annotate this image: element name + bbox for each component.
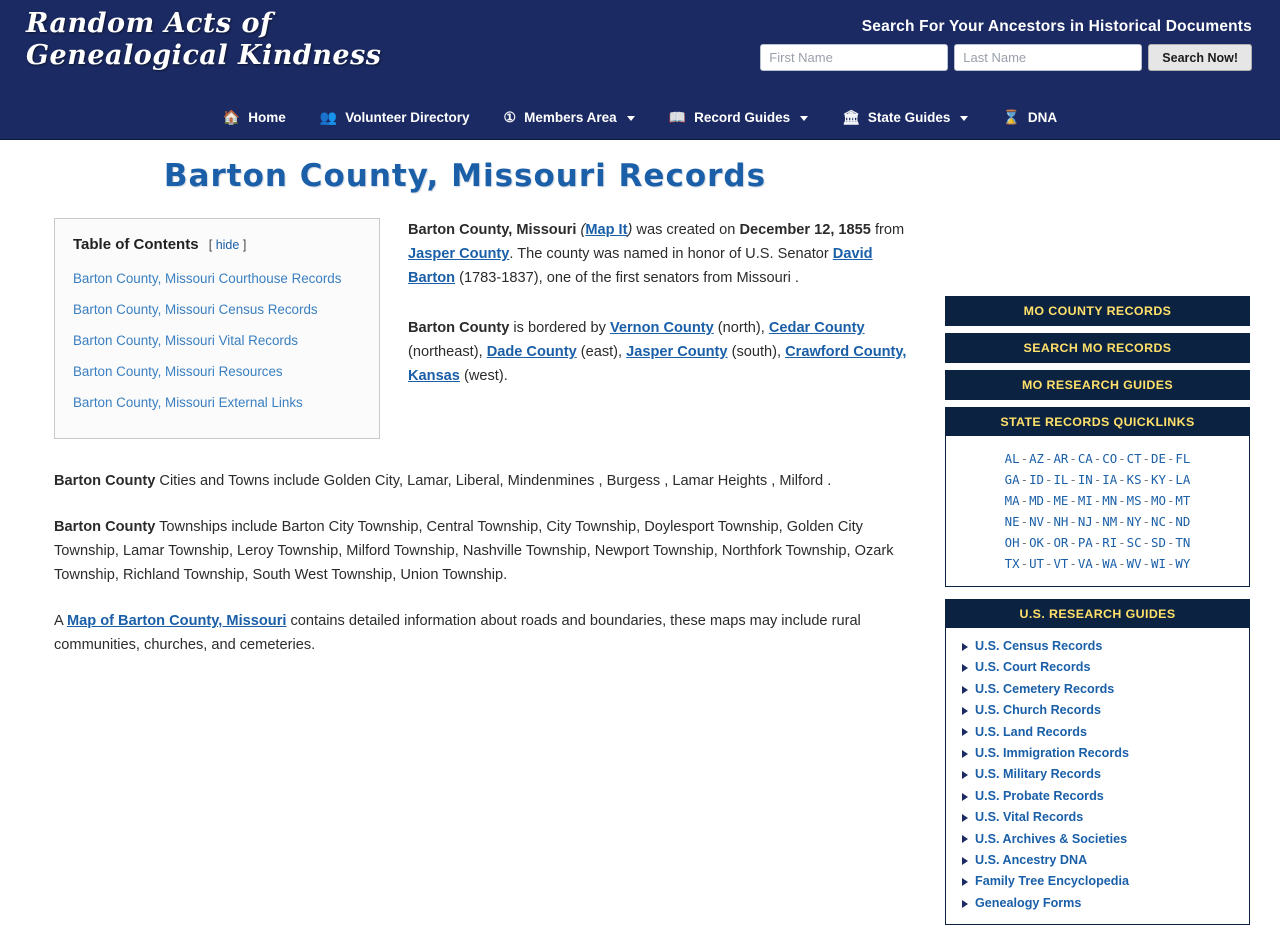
- borders-dir-south: (south),: [727, 344, 786, 360]
- state-link-ar[interactable]: AR: [1053, 451, 1069, 466]
- map-it-paren-open: (: [580, 222, 586, 238]
- state-link-mi[interactable]: MI: [1077, 493, 1093, 508]
- state-link-nc[interactable]: NC: [1151, 514, 1166, 529]
- guide-item-vital-records[interactable]: [962, 807, 1239, 828]
- triangle-right-icon: [962, 707, 968, 715]
- state-link-fl[interactable]: FL: [1175, 451, 1191, 466]
- list-item: [73, 267, 361, 291]
- state-link-me[interactable]: ME: [1053, 493, 1069, 508]
- guide-label: U.S. Probate Records: [975, 788, 1104, 803]
- link-david-barton[interactable]: David Barton: [408, 246, 873, 286]
- page-title: Barton County, Missouri Records: [163, 158, 767, 194]
- state-row: NE-NV-NH-NJ-NM-NY-NC-ND: [1004, 514, 1191, 529]
- state-link-tn[interactable]: TN: [1175, 535, 1191, 550]
- guide-item-land-records[interactable]: [962, 722, 1239, 743]
- nav-item-record-guides[interactable]: [669, 110, 808, 125]
- state-link-ks[interactable]: KS: [1126, 472, 1142, 487]
- guide-item-genealogy-forms[interactable]: [962, 893, 1239, 914]
- search-heading: Search For Your Ancestors in Historical Documents: [861, 18, 1252, 35]
- state-link-ca[interactable]: CA: [1077, 451, 1093, 466]
- state-link-ut[interactable]: UT: [1029, 556, 1044, 571]
- guide-label: U.S. Ancestry DNA: [975, 853, 1088, 868]
- site-header: [0, 0, 1280, 140]
- toc-link-external[interactable]: Barton County, Missouri External Links: [73, 395, 303, 410]
- triangle-right-icon: [962, 771, 968, 779]
- state-link-ny[interactable]: NY: [1126, 514, 1142, 529]
- state-link-az[interactable]: AZ: [1029, 451, 1044, 466]
- state-link-mn[interactable]: MN: [1102, 493, 1118, 508]
- toc-hide-link[interactable]: hide: [215, 238, 240, 252]
- logo-line-2: Genealogical Kindness: [26, 40, 382, 71]
- guide-label: U.S. Archives & Societies: [975, 831, 1128, 846]
- state-link-wy[interactable]: WY: [1175, 556, 1191, 571]
- toc-bracket-open: [: [208, 238, 213, 252]
- townships-text: Townships include Barton City Township, Central Township, City Township, Doylesport Township, Golden City Township, Lamar Township, Leroy Township, Milford Township, Nashville Township, Newport Township, Northfork Township, Ozark Township, Richland Township, South West Township, Union Township.: [54, 519, 894, 583]
- state-link-ma[interactable]: MA: [1004, 493, 1020, 508]
- first-name-input[interactable]: [760, 44, 948, 71]
- state-row: AL-AZ-AR-CA-CO-CT-DE-FL: [1004, 451, 1191, 466]
- triangle-right-icon: [962, 900, 968, 908]
- map-suffix: contains detailed information about roads and boundaries, these maps may include rural communities, churches, and cemeteries.: [54, 613, 861, 653]
- guide-item-probate-records[interactable]: [962, 786, 1239, 807]
- guide-label: U.S. Land Records: [975, 724, 1087, 739]
- triangle-right-icon: [962, 878, 968, 886]
- townships-paragraph: [54, 515, 914, 587]
- map-prefix: A: [54, 613, 67, 629]
- state-link-id[interactable]: ID: [1029, 472, 1044, 487]
- state-link-nv[interactable]: NV: [1029, 514, 1044, 529]
- state-link-ne[interactable]: NE: [1004, 514, 1020, 529]
- guide-label: Family Tree Encyclopedia: [975, 874, 1129, 889]
- nav-item-members-area[interactable]: [504, 110, 635, 125]
- chevron-down-icon: [960, 116, 968, 121]
- state-link-nj[interactable]: NJ: [1077, 514, 1093, 529]
- book-icon: 📖: [668, 109, 687, 125]
- intro-created-date: December 12, 1855: [739, 222, 871, 238]
- state-row: OH-OK-OR-PA-RI-SC-SD-TN: [1004, 535, 1191, 550]
- logo-line-1: Random Acts of: [26, 8, 273, 39]
- list-item: [73, 329, 361, 353]
- dna-icon: ⌛: [1002, 109, 1020, 125]
- link-jasper-county-origin[interactable]: Jasper County: [408, 246, 510, 262]
- state-link-wv[interactable]: WV: [1126, 556, 1142, 571]
- nav-item-state-guides[interactable]: [842, 110, 968, 125]
- intro-lead: Barton County, Missouri: [408, 222, 581, 238]
- state-links-grid: [946, 436, 1249, 586]
- triangle-right-icon: [962, 643, 968, 651]
- home-icon: 🏠: [222, 109, 241, 125]
- chevron-down-icon: [627, 116, 635, 121]
- guide-item-census-records[interactable]: [962, 636, 1239, 657]
- nav-label: DNA: [1027, 109, 1058, 125]
- us-research-guides-title: U.S. RESEARCH GUIDES: [946, 600, 1249, 628]
- state-link-ct[interactable]: CT: [1126, 451, 1142, 466]
- state-link-oh[interactable]: OH: [1004, 535, 1020, 550]
- state-link-de[interactable]: DE: [1151, 451, 1166, 466]
- borders-dir-east: (east),: [576, 344, 627, 360]
- state-link-md[interactable]: MD: [1029, 493, 1044, 508]
- guide-item-family-tree-encyclopedia[interactable]: [962, 871, 1239, 892]
- toc-link-census[interactable]: Barton County, Missouri Census Records: [73, 302, 318, 317]
- state-row: MA-MD-ME-MI-MN-MS-MO-MT: [1004, 493, 1191, 508]
- guide-label: Genealogy Forms: [975, 895, 1082, 910]
- guide-item-military-records[interactable]: [962, 764, 1239, 785]
- chevron-down-icon: [800, 116, 808, 121]
- intro-from-text: from: [870, 222, 905, 238]
- state-link-ms[interactable]: MS: [1126, 493, 1142, 508]
- state-row: TX-UT-VT-VA-WA-WV-WI-WY: [1004, 556, 1191, 571]
- guide-item-immigration-records[interactable]: [962, 743, 1239, 764]
- main-nav: [0, 95, 1280, 139]
- nav-label: Home: [248, 109, 286, 125]
- guide-label: U.S. Military Records: [975, 767, 1101, 782]
- guide-label: U.S. Census Records: [975, 639, 1103, 653]
- nav-label: Members Area: [524, 109, 617, 125]
- triangle-right-icon: [962, 750, 968, 758]
- toc-link-resources[interactable]: Barton County, Missouri Resources: [73, 364, 283, 379]
- state-link-mo[interactable]: MO: [1151, 493, 1166, 508]
- guide-item-court-records[interactable]: [962, 657, 1239, 678]
- state-link-wa[interactable]: WA: [1102, 556, 1118, 571]
- toc-heading: [73, 233, 361, 257]
- guide-item-cemetery-records[interactable]: [962, 679, 1239, 700]
- state-row: GA-ID-IL-IN-IA-KS-KY-LA: [1004, 472, 1191, 487]
- sidebar-bar-mo-research-guides[interactable]: MO RESEARCH GUIDES: [945, 370, 1250, 400]
- triangle-right-icon: [962, 686, 968, 694]
- page-body: [0, 158, 1280, 910]
- borders-dir-north: (north),: [713, 320, 769, 336]
- state-link-nd[interactable]: ND: [1175, 514, 1191, 529]
- state-link-al[interactable]: AL: [1004, 451, 1020, 466]
- state-link-tx[interactable]: TX: [1004, 556, 1020, 571]
- guide-label: U.S. Court Records: [975, 660, 1091, 675]
- state-quicklinks-panel: [945, 407, 1250, 587]
- borders-dir-west: (west).: [459, 368, 508, 384]
- list-item: [73, 360, 361, 384]
- guide-label: U.S. Cemetery Records: [975, 681, 1115, 696]
- nav-item-dna[interactable]: [1002, 110, 1057, 125]
- guide-item-archives-societies[interactable]: [962, 829, 1239, 850]
- nav-label: Volunteer Directory: [345, 109, 470, 125]
- last-name-input[interactable]: [954, 44, 1142, 71]
- state-link-ga[interactable]: GA: [1004, 472, 1020, 487]
- state-link-vt[interactable]: VT: [1053, 556, 1069, 571]
- triangle-right-icon: [962, 793, 968, 801]
- people-icon: 👥: [319, 109, 338, 125]
- triangle-right-icon: [962, 664, 968, 672]
- intro-created-text: was created on: [632, 222, 740, 238]
- us-research-guides-panel: [945, 599, 1250, 925]
- header-search: [632, 18, 1252, 71]
- toc-list: [73, 267, 361, 415]
- state-link-ky[interactable]: KY: [1151, 472, 1166, 487]
- state-link-mt[interactable]: MT: [1175, 493, 1191, 508]
- map-it-link[interactable]: Map It: [585, 222, 628, 238]
- state-link-or[interactable]: OR: [1053, 535, 1069, 550]
- triangle-right-icon: [962, 814, 968, 822]
- triangle-right-icon: [962, 857, 968, 865]
- borders-county: Barton County: [408, 320, 510, 336]
- intro-senator-years: (1783-1837), one of the first senators from Missouri .: [455, 270, 799, 286]
- state-link-pa[interactable]: PA: [1077, 535, 1093, 550]
- state-link-sc[interactable]: SC: [1126, 535, 1142, 550]
- sidebar-bar-mo-county-records[interactable]: MO COUNTY RECORDS: [945, 296, 1250, 326]
- link-vernon-county[interactable]: Vernon County: [609, 320, 714, 336]
- site-logo[interactable]: [26, 8, 381, 72]
- guide-item-ancestry-dna[interactable]: [962, 850, 1239, 871]
- toc-hide-wrap: [209, 238, 247, 252]
- townships-county: Barton County: [54, 519, 156, 535]
- bank-icon: 🏛: [842, 109, 860, 125]
- cities-text: Cities and Towns include Golden City, Lamar, Liberal, Mindenmines , Burgess , Lamar Heights , Milford .: [155, 473, 832, 489]
- sidebar: [945, 296, 1250, 937]
- guide-label: U.S. Church Records: [975, 703, 1101, 718]
- toc-title: Table of Contents: [73, 236, 199, 253]
- cities-county: Barton County: [54, 473, 156, 489]
- state-link-wi[interactable]: WI: [1151, 556, 1166, 571]
- toc-link-courthouse[interactable]: Barton County, Missouri Courthouse Records: [73, 271, 342, 286]
- table-of-contents: [54, 218, 380, 439]
- state-link-nh[interactable]: NH: [1053, 514, 1069, 529]
- nav-item-volunteer-directory[interactable]: [320, 110, 470, 125]
- state-link-in[interactable]: IN: [1077, 472, 1093, 487]
- search-row: [632, 44, 1252, 71]
- nav-label: State Guides: [867, 109, 951, 125]
- guide-item-church-records[interactable]: [962, 700, 1239, 721]
- us-research-guides-list: [946, 628, 1249, 924]
- state-link-la[interactable]: LA: [1175, 472, 1191, 487]
- link-cedar-county[interactable]: Cedar County: [768, 320, 865, 336]
- list-item: [73, 391, 361, 415]
- map-paragraph: [54, 609, 914, 657]
- map-it-paren-close: ): [627, 222, 633, 238]
- borders-text: is bordered by: [509, 320, 610, 336]
- guide-label: U.S. Immigration Records: [975, 746, 1129, 761]
- link-dade-county[interactable]: Dade County: [486, 344, 577, 360]
- state-link-ia[interactable]: IA: [1102, 472, 1118, 487]
- triangle-right-icon: [962, 835, 968, 843]
- state-link-il[interactable]: IL: [1053, 472, 1069, 487]
- link-crawford-county-kansas[interactable]: Crawford County, Kansas: [408, 344, 907, 384]
- toc-link-vital[interactable]: Barton County, Missouri Vital Records: [73, 333, 299, 348]
- user-circle-icon: ①: [503, 109, 517, 125]
- state-link-sd[interactable]: SD: [1151, 535, 1166, 550]
- state-link-ri[interactable]: RI: [1102, 535, 1118, 550]
- triangle-right-icon: [962, 728, 968, 736]
- main-content: [54, 218, 914, 657]
- state-link-va[interactable]: VA: [1077, 556, 1093, 571]
- nav-label: Record Guides: [694, 109, 791, 125]
- list-item: [73, 298, 361, 322]
- state-link-nm[interactable]: NM: [1102, 514, 1118, 529]
- link-jasper-county[interactable]: Jasper County: [626, 344, 728, 360]
- state-quicklinks-title: STATE RECORDS QUICKLINKS: [946, 408, 1249, 436]
- guide-label: U.S. Vital Records: [975, 810, 1084, 825]
- link-map-of-barton-county[interactable]: Map of Barton County, Missouri: [66, 613, 287, 629]
- search-now-button[interactable]: Search Now!: [1148, 44, 1252, 71]
- toc-bracket-close: ]: [242, 238, 247, 252]
- nav-item-home[interactable]: [223, 110, 286, 125]
- state-link-co[interactable]: CO: [1102, 451, 1118, 466]
- state-link-ok[interactable]: OK: [1029, 535, 1044, 550]
- intro-named-text: . The county was named in honor of U.S. Senator: [509, 246, 833, 262]
- borders-dir-northeast: (northeast),: [408, 344, 487, 360]
- sidebar-bar-search-mo-records[interactable]: SEARCH MO RECORDS: [945, 333, 1250, 363]
- cities-paragraph: [54, 469, 914, 493]
